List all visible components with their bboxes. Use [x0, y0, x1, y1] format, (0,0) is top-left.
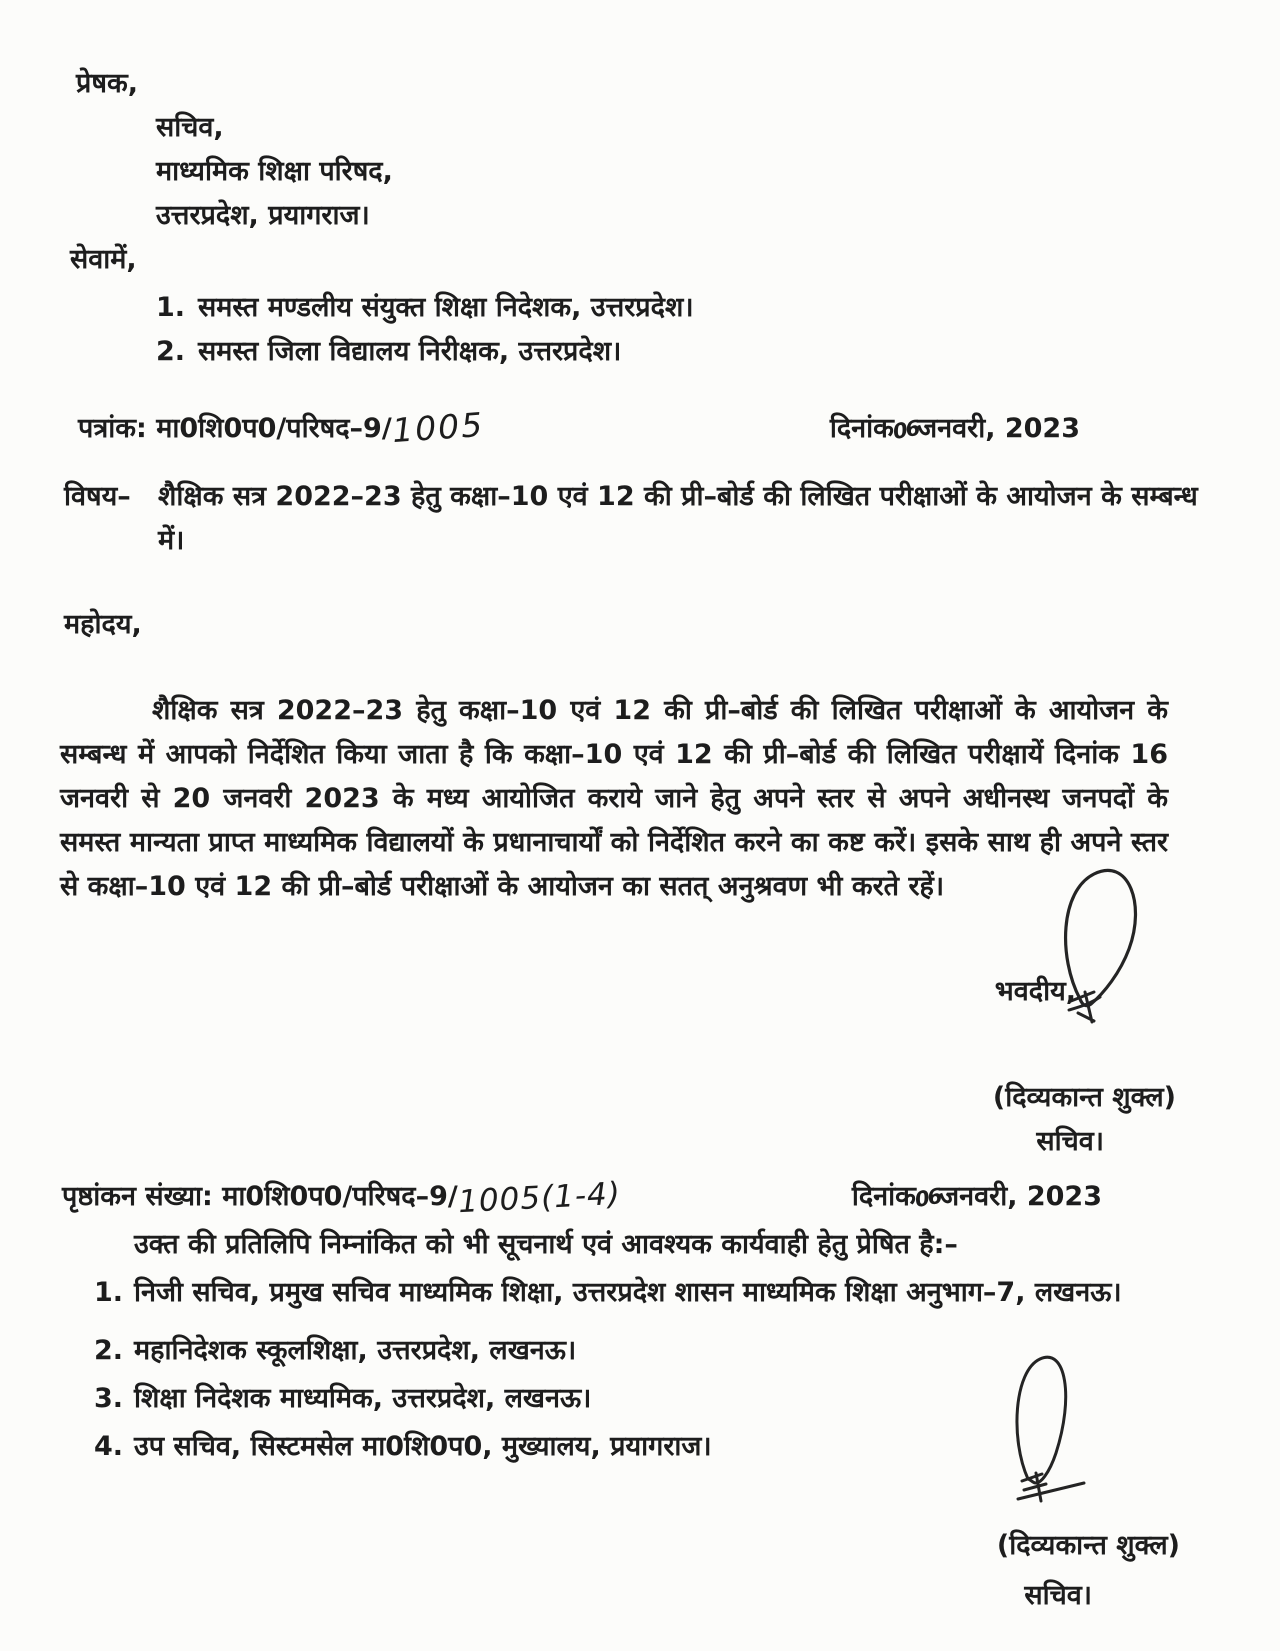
recipient-item	[156, 330, 1280, 374]
copy-number: 2.	[94, 1335, 124, 1366]
endorsement-number-printed: मा0शि0प0/परिषद–9/	[222, 1181, 458, 1212]
copy-number: 3.	[94, 1383, 124, 1414]
recipient-number: 1.	[156, 292, 186, 323]
copy-text: उप सचिव, सिस्टमसेल मा0शि0प0, मुख्यालय, प्रयागराज।	[134, 1431, 712, 1462]
sender-label: प्रेषक,	[76, 68, 138, 99]
sender-designation: सचिव,	[156, 112, 224, 143]
copy-number: 4.	[94, 1431, 124, 1462]
greeting: महोदय,	[64, 609, 142, 640]
sender-block	[156, 106, 1280, 238]
recipient-list	[156, 286, 1280, 374]
signatory-title: सचिव।	[1036, 1126, 1104, 1157]
copy-text: महानिदेशक स्कूलशिक्षा, उत्तरप्रदेश, लखनऊ।	[134, 1335, 577, 1366]
signature-icon	[992, 1347, 1092, 1519]
date-label: दिनांक	[851, 1181, 916, 1212]
date-text: जनवरी, 2023	[939, 1181, 1102, 1212]
sender-organization: माध्यमिक शिक्षा परिषद,	[156, 156, 393, 187]
letter-date	[830, 408, 1080, 445]
date-text: जनवरी, 2023	[917, 413, 1080, 444]
endorsement-closing-block	[890, 1347, 1210, 1627]
signatory-name: (दिव्यकान्त शुक्ल)	[992, 1082, 1176, 1113]
copy-intro: उक्त की प्रतिलिपि निम्नांकित को भी सूचनार्थ एवं आवश्यक कार्यवाही हेतु प्रेषित है:–	[134, 1229, 958, 1260]
date-label: दिनांक	[829, 413, 894, 444]
recipient-text: समस्त मण्डलीय संयुक्त शिक्षा निदेशक, उत्तरप्रदेश।	[198, 292, 694, 323]
letter-number-label: पत्रांक:	[78, 413, 147, 444]
reference-line	[78, 404, 1080, 451]
signatory-name: (दिव्यकान्त शुक्ल)	[996, 1530, 1180, 1561]
endorsement-line	[62, 1175, 1102, 1221]
letter-number	[78, 404, 486, 451]
recipient-item	[156, 286, 1280, 330]
body-paragraph: शैक्षिक सत्र 2022–23 हेतु कक्षा–10 एवं 12 की प्री–बोर्ड की लिखित परीक्षाओं के आयोजन के सम्बन्ध में आपको निर्देशित किया जाता है कि कक्षा–10 एवं 12 की प्री–बोर्ड की लिखित परीक्षायें दिनांक 16 जनवरी से 20 जनवरी 2023 के मध्य आयोजित कराये जाने हेतु अपने स्तर से अपने अधीनस्थ जनपदों के समस्त मान्यता प्राप्त माध्यमिक विद्यालयों के प्रधानाचार्यों को निर्देशित करने का कष्ट करें। इसके साथ ही अपने स्तर से कक्षा–10 एवं 12 की प्री–बोर्ड परीक्षाओं के आयोजन का सतत् अनुश्रवण भी करते रहें।	[60, 695, 1168, 902]
date-day-handwritten: 06	[890, 415, 921, 445]
subject-text: शैक्षिक सत्र 2022–23 हेतु कक्षा–10 एवं 12 की प्री–बोर्ड की लिखित परीक्षाओं के आयोजन के सम्बन्ध में।	[158, 481, 1198, 556]
copy-text: निजी सचिव, प्रमुख सचिव माध्यमिक शिक्षा, उत्तरप्रदेश शासन माध्यमिक शिक्षा अनुभाग–7, लखनऊ।	[134, 1277, 1122, 1308]
endorsement-date	[852, 1176, 1102, 1213]
subject-line	[64, 475, 1220, 563]
subject-label: विषय–	[64, 481, 131, 512]
endorsement-number	[62, 1175, 622, 1221]
addressee-label: सेवामें,	[70, 244, 137, 275]
valediction: भवदीय,	[994, 976, 1076, 1007]
letter-number-handwritten: 1005	[390, 404, 486, 451]
date-day-handwritten: 06	[912, 1183, 943, 1213]
copy-text: शिक्षा निदेशक माध्यमिक, उत्तरप्रदेश, लखनऊ।	[134, 1383, 592, 1414]
copy-item	[94, 1271, 1280, 1315]
closing-block	[894, 925, 1214, 1157]
letter-number-printed: मा0शि0प0/परिषद–9/	[156, 413, 392, 444]
recipient-text: समस्त जिला विद्यालय निरीक्षक, उत्तरप्रदेश।	[198, 336, 622, 367]
copy-number: 1.	[94, 1277, 124, 1308]
sender-location: उत्तरप्रदेश, प्रयागराज।	[156, 200, 370, 231]
recipient-number: 2.	[156, 336, 186, 367]
endorsement-number-handwritten: 1005(1-4)	[457, 1175, 622, 1221]
signatory-title: सचिव।	[1024, 1580, 1092, 1611]
endorsement-label: पृष्ठांकन संख्या:	[62, 1181, 213, 1212]
